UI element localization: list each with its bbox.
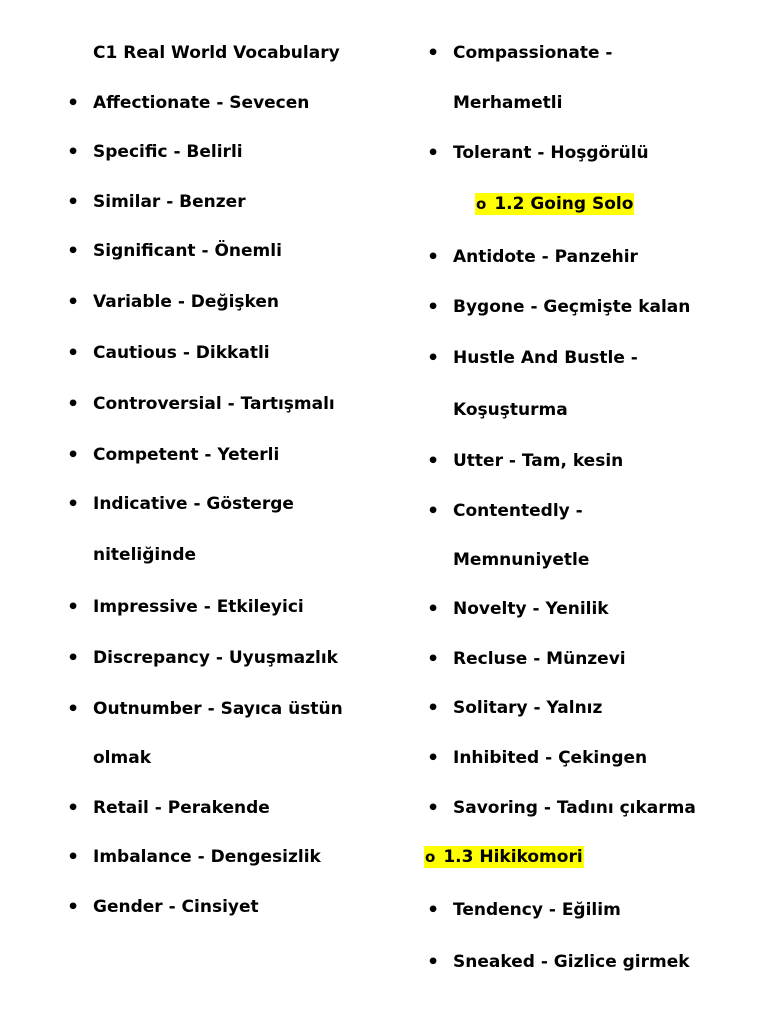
page-title: C1 Real World Vocabulary <box>93 43 340 63</box>
bullet-icon: • <box>67 896 80 918</box>
section-heading-label: 1.3 Hikikomori <box>443 847 583 867</box>
bullet-icon: • <box>67 342 80 364</box>
bullet-icon: • <box>67 444 80 466</box>
bullet-icon: • <box>427 246 440 268</box>
bullet-icon: • <box>427 42 440 64</box>
bullet-icon: • <box>427 347 440 369</box>
bullet-icon: • <box>67 393 80 415</box>
list-item: Savoring - Tadını çıkarma <box>453 798 696 818</box>
bullet-icon: • <box>67 291 80 313</box>
list-item: Variable - Değişken <box>93 292 280 312</box>
list-item: Imbalance - Dengesizlik <box>93 847 321 867</box>
list-item: Similar - Benzer <box>93 192 246 212</box>
bullet-icon: • <box>67 846 80 868</box>
bullet-icon: • <box>67 141 80 163</box>
list-item: Indicative - Gösterge <box>93 494 294 514</box>
list-item: Novelty - Yenilik <box>453 599 609 619</box>
bullet-icon: • <box>427 598 440 620</box>
list-item: Discrepancy - Uyuşmazlık <box>93 648 338 668</box>
list-item: Contentedly - <box>453 501 583 521</box>
list-item: Tendency - Eğilim <box>453 900 621 920</box>
bullet-icon: • <box>427 797 440 819</box>
bullet-icon: • <box>67 240 80 262</box>
bullet-icon: • <box>427 747 440 769</box>
list-item: Sneaked - Gizlice girmek <box>453 952 690 972</box>
bullet-icon: • <box>427 899 440 921</box>
list-item: Significant - Önemli <box>93 241 282 261</box>
bullet-icon: • <box>67 647 80 669</box>
list-item: Specific - Belirli <box>93 142 243 162</box>
bullet-icon: • <box>67 92 80 114</box>
heading-marker-icon: o <box>425 848 436 866</box>
section-heading-hikikomori <box>424 846 584 868</box>
list-item: Bygone - Geçmişte kalan <box>453 297 691 317</box>
bullet-icon: • <box>67 191 80 213</box>
list-item: Impressive - Etkileyici <box>93 597 304 617</box>
list-item: Compassionate - <box>453 43 613 63</box>
list-item: Solitary - Yalnız <box>453 698 603 718</box>
bullet-icon: • <box>427 648 440 670</box>
list-item: Retail - Perakende <box>93 798 270 818</box>
list-item: Affectionate - Sevecen <box>93 93 310 113</box>
list-item: Gender - Cinsiyet <box>93 897 259 917</box>
bullet-icon: • <box>427 450 440 472</box>
bullet-icon: • <box>427 951 440 973</box>
section-heading-label: 1.2 Going Solo <box>494 194 634 214</box>
list-item-continuation: Koşuşturma <box>453 400 568 420</box>
bullet-icon: • <box>427 142 440 164</box>
list-item-continuation: niteliğinde <box>93 545 197 565</box>
list-item: Controversial - Tartışmalı <box>93 394 335 414</box>
heading-marker-icon: o <box>476 195 487 213</box>
bullet-icon: • <box>427 500 440 522</box>
list-item: Utter - Tam, kesin <box>453 451 624 471</box>
list-item: Antidote - Panzehir <box>453 247 638 267</box>
bullet-icon: • <box>67 493 80 515</box>
bullet-icon: • <box>67 698 80 720</box>
list-item: Inhibited - Çekingen <box>453 748 648 768</box>
list-item-continuation: Memnuniyetle <box>453 550 590 570</box>
list-item: Competent - Yeterli <box>93 445 280 465</box>
list-item: Tolerant - Hoşgörülü <box>453 143 649 163</box>
list-item: Cautious - Dikkatli <box>93 343 270 363</box>
bullet-icon: • <box>427 697 440 719</box>
bullet-icon: • <box>67 596 80 618</box>
list-item: Recluse - Münzevi <box>453 649 626 669</box>
section-heading-going-solo <box>475 193 634 215</box>
list-item: Hustle And Bustle - <box>453 348 638 368</box>
bullet-icon: • <box>67 797 80 819</box>
list-item-continuation: Merhametli <box>453 93 563 113</box>
bullet-icon: • <box>427 296 440 318</box>
list-item-continuation: olmak <box>93 748 151 768</box>
list-item: Outnumber - Sayıca üstün <box>93 699 343 719</box>
